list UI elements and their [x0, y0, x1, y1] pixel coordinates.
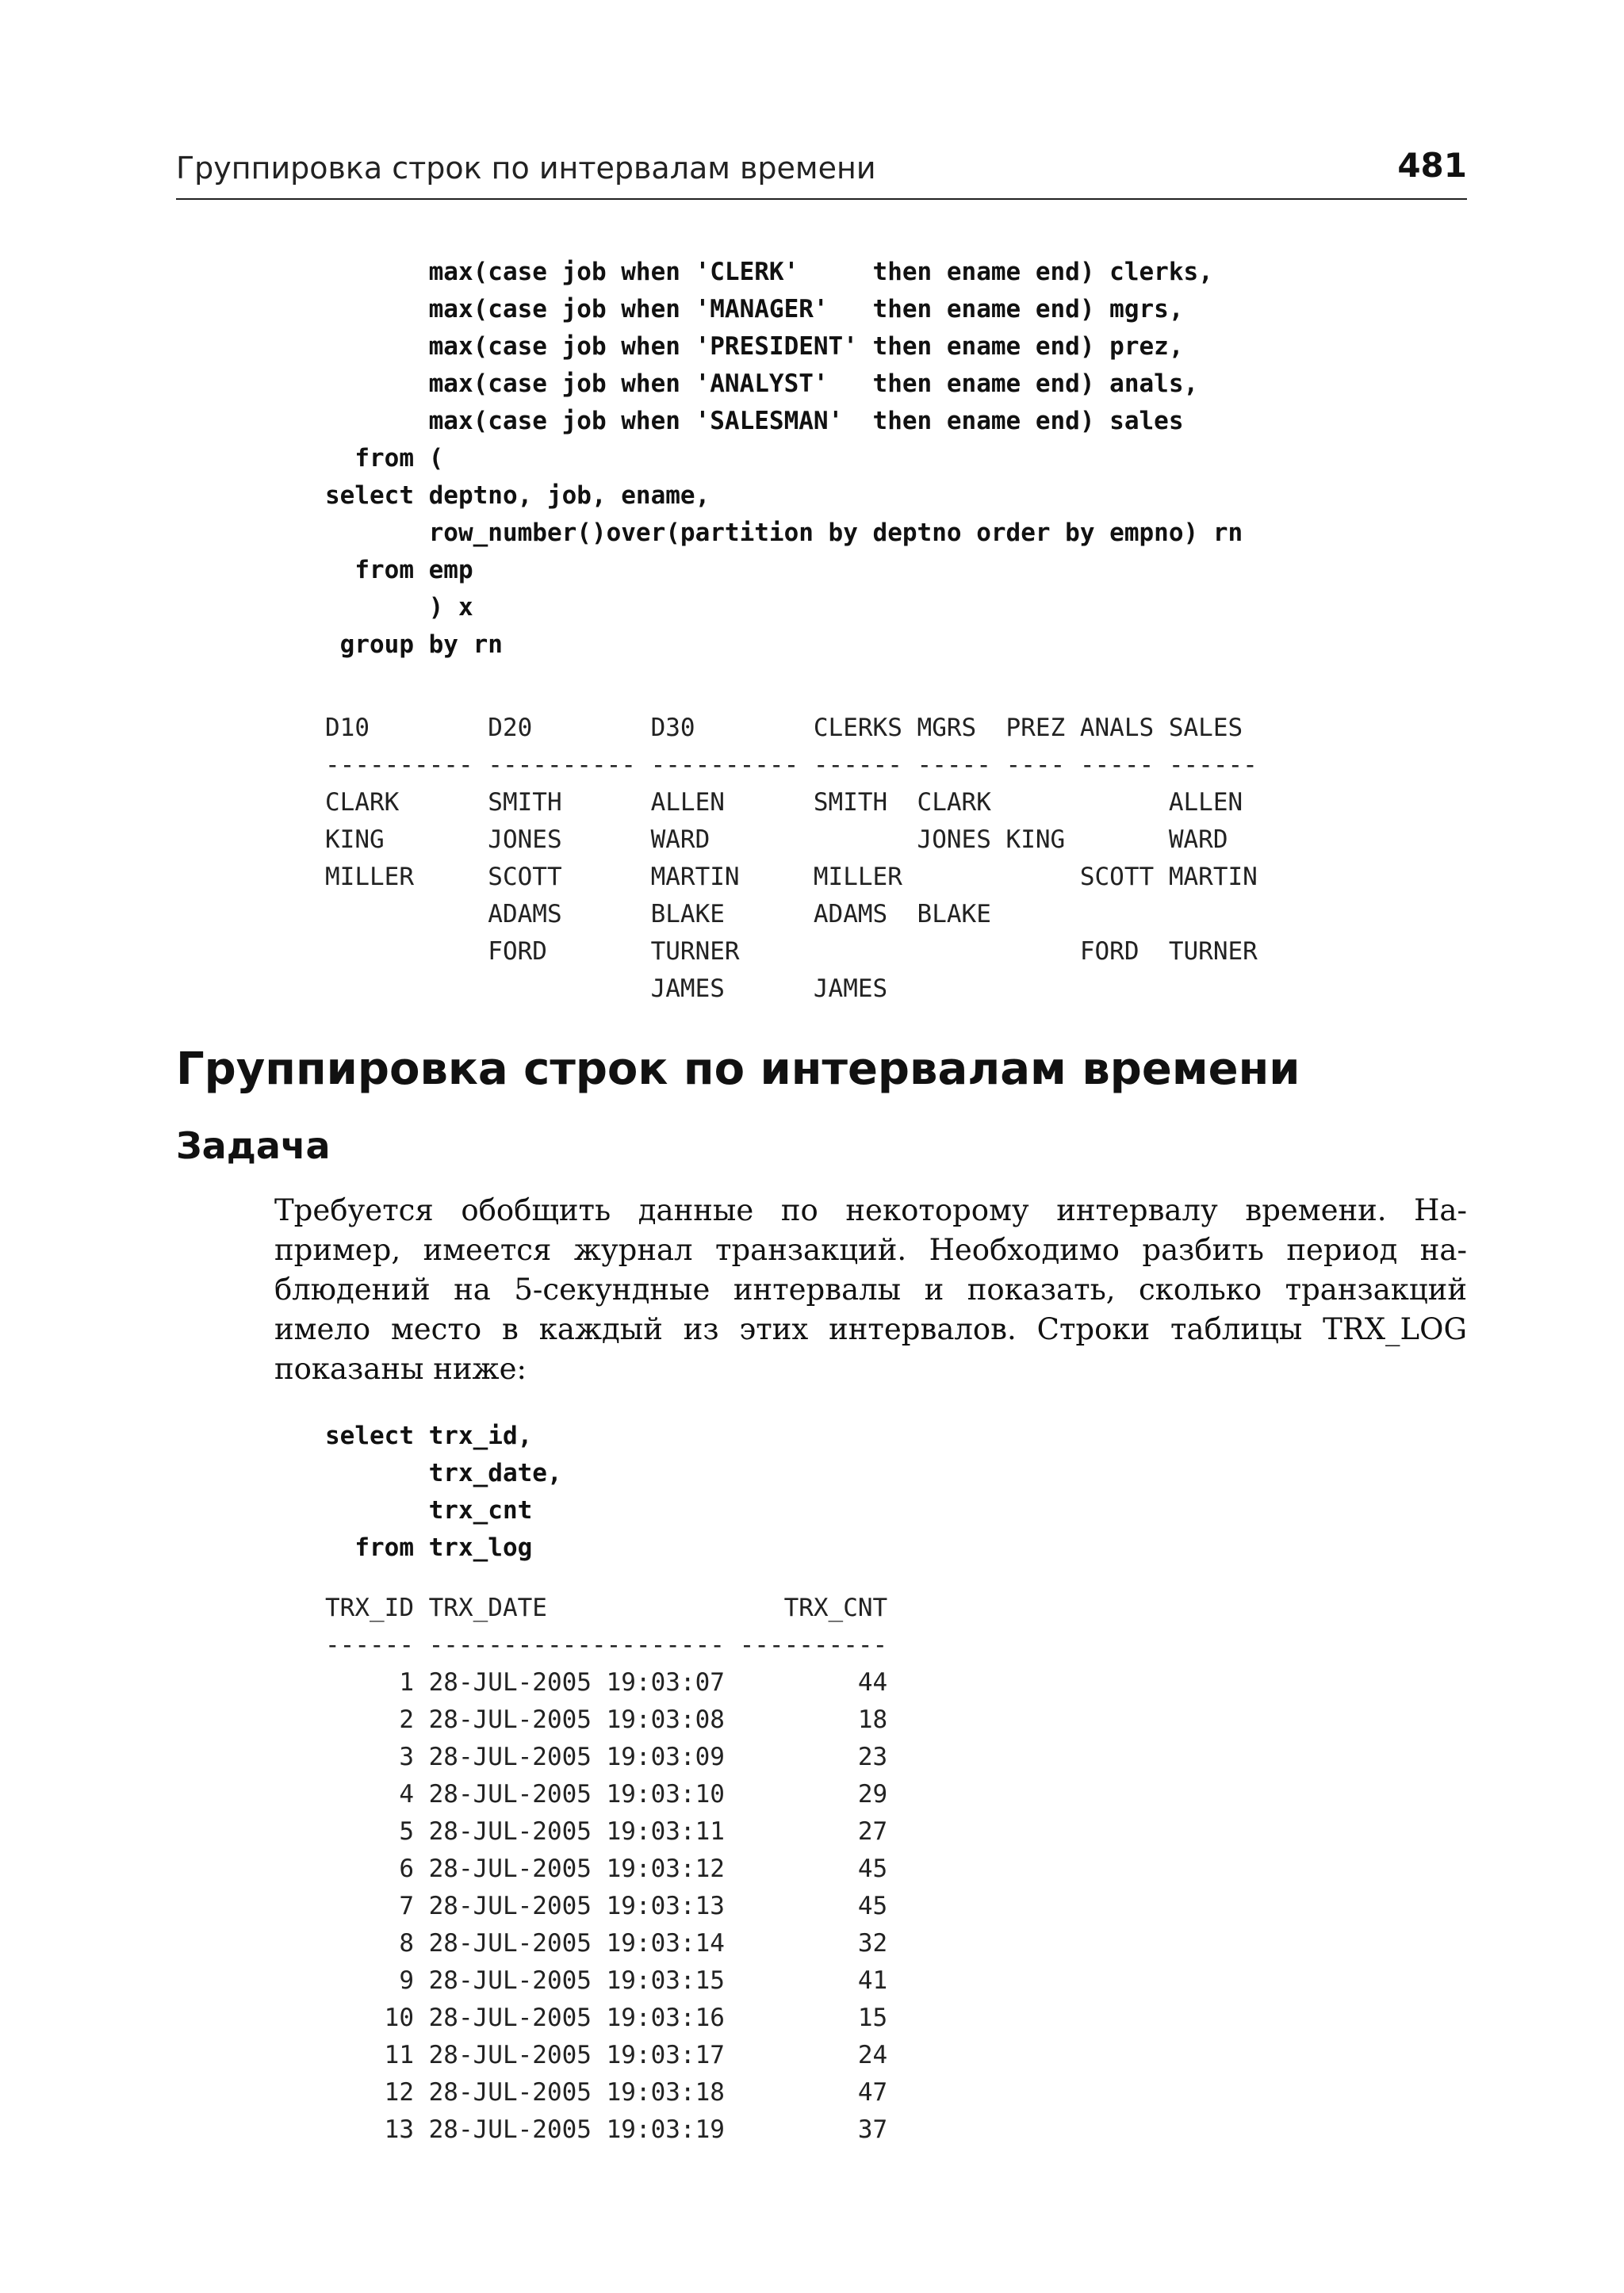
- code-line: group by rn: [325, 630, 503, 659]
- result-separator-row: ---------- ---------- ---------- ------ ----- ---- ----- ------: [325, 751, 1258, 779]
- code-line: trx_date,: [325, 1459, 562, 1487]
- section-heading: Группировка строк по интервалам времени: [176, 1043, 1300, 1095]
- query-result-trx-log: [325, 1590, 887, 2149]
- result-row: 8 28-JUL-2005 19:03:14 32: [325, 1929, 888, 1958]
- code-line: from emp: [325, 556, 473, 584]
- result-row: 13 28-JUL-2005 19:03:19 37: [325, 2115, 888, 2144]
- result-row: KING JONES WARD JONES KING WARD: [325, 825, 1228, 854]
- result-row: 2 28-JUL-2005 19:03:08 18: [325, 1705, 888, 1734]
- code-line: row_number()over(partition by deptno order by empno) rn: [325, 519, 1243, 547]
- code-line: select deptno, job, ename,: [325, 481, 710, 510]
- code-line: select trx_id,: [325, 1422, 533, 1450]
- paragraph-line: Требуется обобщить данные по некоторому интервалу времени. На-: [274, 1193, 1467, 1227]
- paragraph-line: имело место в каждый из этих интервалов. Строки таблицы TRX_LOG: [274, 1312, 1467, 1346]
- code-line: from trx_log: [325, 1533, 533, 1562]
- code-line: trx_cnt: [325, 1496, 533, 1525]
- result-row: ADAMS BLAKE ADAMS BLAKE: [325, 900, 991, 928]
- query-result-pivot: [325, 710, 1258, 1008]
- result-row: 11 28-JUL-2005 19:03:17 24: [325, 2041, 888, 2069]
- code-line: ) x: [325, 593, 473, 622]
- code-line: max(case job when 'SALESMAN' then ename end) sales: [325, 407, 1184, 435]
- paragraph-line: показаны ниже:: [274, 1352, 527, 1386]
- sql-query-trx-log: [325, 1418, 562, 1567]
- problem-paragraph: [274, 1191, 1467, 1389]
- result-row: MILLER SCOTT MARTIN MILLER SCOTT MARTIN: [325, 863, 1258, 891]
- code-line: max(case job when 'ANALYST' then ename end) anals,: [325, 369, 1199, 398]
- result-header-row: D10 D20 D30 CLERKS MGRS PREZ ANALS SALES: [325, 714, 1243, 742]
- result-row: 10 28-JUL-2005 19:03:16 15: [325, 2004, 888, 2032]
- result-row: 3 28-JUL-2005 19:03:09 23: [325, 1743, 888, 1771]
- sql-query-pivot: [325, 254, 1243, 664]
- code-line: from (: [325, 444, 444, 473]
- result-row: 12 28-JUL-2005 19:03:18 47: [325, 2078, 888, 2107]
- result-row: FORD TURNER FORD TURNER: [325, 937, 1258, 966]
- result-row: 4 28-JUL-2005 19:03:10 29: [325, 1780, 888, 1809]
- code-line: max(case job when 'CLERK' then ename end) clerks,: [325, 258, 1213, 286]
- result-row: JAMES JAMES: [325, 974, 888, 1003]
- result-row: 1 28-JUL-2005 19:03:07 44: [325, 1668, 888, 1697]
- result-header-row: TRX_ID TRX_DATE TRX_CNT: [325, 1594, 888, 1622]
- result-row: 7 28-JUL-2005 19:03:13 45: [325, 1892, 888, 1920]
- code-line: max(case job when 'PRESIDENT' then ename end) prez,: [325, 332, 1184, 361]
- subsection-heading: Задача: [176, 1124, 331, 1167]
- page-number: 481: [1397, 146, 1467, 185]
- result-row: 6 28-JUL-2005 19:03:12 45: [325, 1855, 888, 1883]
- result-row: 5 28-JUL-2005 19:03:11 27: [325, 1817, 888, 1846]
- running-head: [176, 147, 1467, 200]
- result-separator-row: ------ -------------------- ----------: [325, 1631, 888, 1659]
- result-row: CLARK SMITH ALLEN SMITH CLARK ALLEN: [325, 788, 1243, 817]
- result-row: 9 28-JUL-2005 19:03:15 41: [325, 1966, 888, 1995]
- paragraph-line: пример, имеется журнал транзакций. Необходимо разбить период на-: [274, 1233, 1467, 1267]
- code-line: max(case job when 'MANAGER' then ename end) mgrs,: [325, 295, 1184, 323]
- running-head-title: Группировка строк по интервалам времени: [176, 151, 876, 186]
- paragraph-line: блюдений на 5-секундные интервалы и показать, сколько транзакций: [274, 1273, 1467, 1307]
